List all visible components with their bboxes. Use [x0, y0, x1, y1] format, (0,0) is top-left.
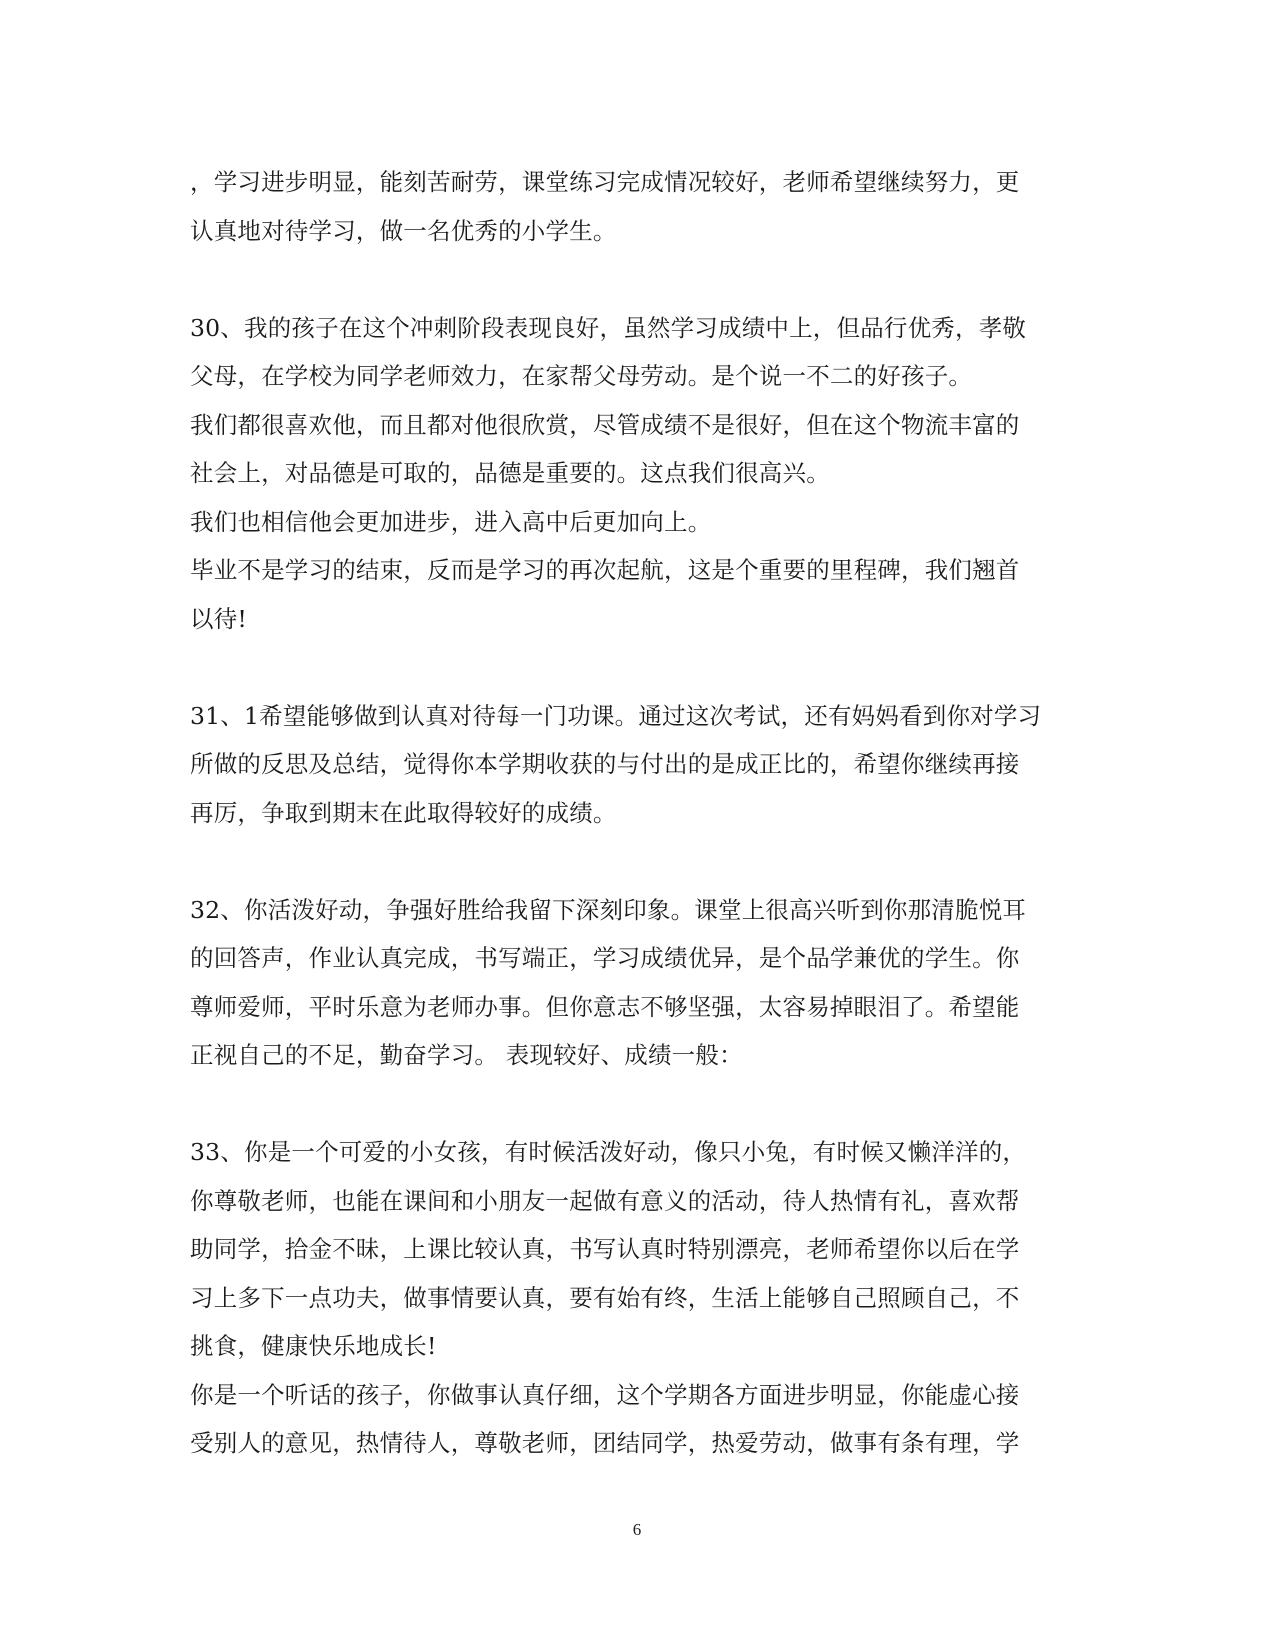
page-number: 6	[632, 1520, 642, 1539]
text-line: 挑食，健康快乐地成长!	[190, 1332, 437, 1360]
text-line: 所做的反思及总结，觉得你本学期收获的与付出的是成正比的，希望你继续再接	[190, 750, 1020, 778]
text-line: 30、我的孩子在这个冲刺阶段表现良好，虽然学习成绩中上，但品行优秀，孝敬	[190, 313, 1027, 342]
paragraph-gap	[190, 1080, 1070, 1129]
text-line: 的回答声，作业认真完成，书写端正，学习成绩优异，是个品学兼优的学生。你	[190, 944, 1020, 972]
text-line: 32、你活泼好动，争强好胜给我留下深刻印象。课堂上很高兴听到你那清脆悦耳	[190, 895, 1027, 924]
text-line: 父母，在学校为同学老师效力，在家帮父母劳动。是个说一不二的好孩子。	[190, 362, 973, 390]
paragraph-gap	[190, 837, 1070, 886]
paragraph-gap	[190, 643, 1070, 692]
text-line: ，学习进步明显，能刻苦耐劳，课堂练习完成情况较好，老师希望继续努力，更	[190, 168, 1020, 196]
text-line: 31、1希望能够做到认真对待每一门功课。通过这次考试，还有妈妈看到你对学习	[190, 701, 1042, 730]
text-line: 我们都很喜欢他，而且都对他很欣赏，尽管成绩不是很好，但在这个物流丰富的	[190, 410, 1020, 439]
body-text	[190, 158, 1070, 1468]
text-line: 正视自己的不足，勤奋学习。 表现较好、成绩一般：	[190, 1041, 743, 1069]
text-line: 助同学，拾金不昧，上课比较认真，书写认真时特别漂亮，老师希望你以后在学	[190, 1235, 1020, 1263]
text-line: 尊师爱师，平时乐意为老师办事。但你意志不够坚强，太容易掉眼泪了。希望能	[190, 992, 1020, 1021]
text-line: 你是一个听话的孩子，你做事认真仔细，这个学期各方面进步明显，你能虚心接	[190, 1380, 1020, 1409]
text-line: 习上多下一点功夫，做事情要认真，要有始有终，生活上能够自己照顾自己，不	[190, 1283, 1020, 1312]
text-line: 33、你是一个可爱的小女孩，有时候活泼好动，像只小兔，有时候又懒洋洋的，	[190, 1138, 1027, 1166]
text-line: 认真地对待学习，做一名优秀的小学生。	[190, 216, 617, 245]
text-line: 受别人的意见，热情待人，尊敬老师，团结同学，热爱劳动，做事有条有理，学	[190, 1429, 1020, 1457]
text-line: 社会上，对品德是可取的，品德是重要的。这点我们很高兴。	[190, 459, 830, 487]
text-line: 我们也相信他会更加进步，进入高中后更加向上。	[190, 507, 712, 536]
text-line: 以待!	[190, 604, 248, 633]
text-line: 毕业不是学习的结束，反而是学习的再次起航，这是个重要的里程碑，我们翘首	[190, 556, 1020, 584]
text-line: 再厉，争取到期末在此取得较好的成绩。	[190, 798, 617, 827]
text-line: 你尊敬老师，也能在课间和小朋友一起做有意义的活动，待人热情有礼，喜欢帮	[190, 1186, 1020, 1215]
paragraph-gap	[190, 255, 1070, 304]
